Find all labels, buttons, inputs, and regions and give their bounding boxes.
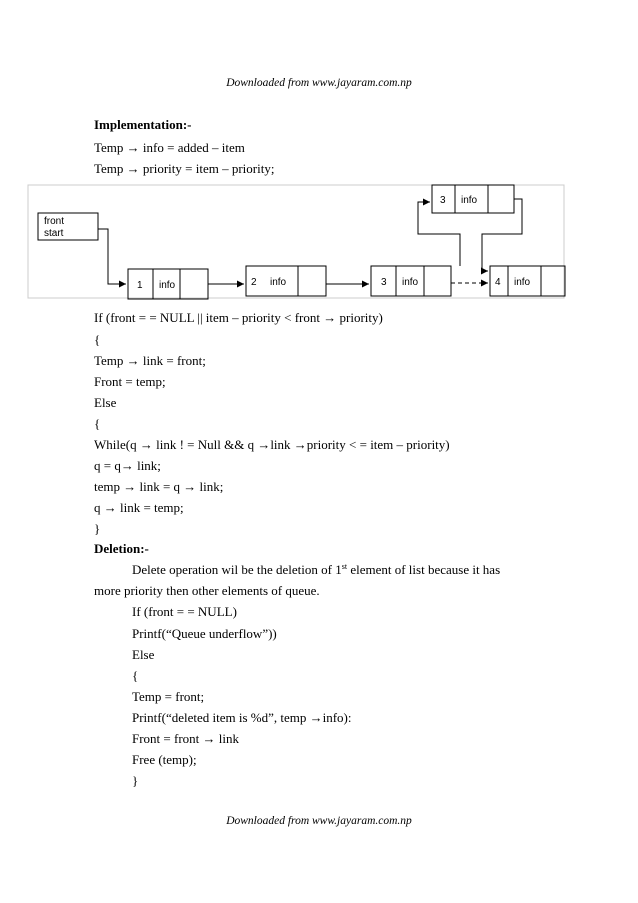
deletion-heading: Deletion:- (94, 541, 149, 556)
code-line-3: Temp → link = front; (94, 353, 206, 368)
del-code-line-4: { (132, 668, 139, 683)
code-line-9: temp → link = q → link; (94, 479, 224, 494)
del-code-line-5: Temp = front; (132, 689, 205, 704)
node-1-num: 1 (137, 280, 143, 291)
code-line-1: If (front = = NULL || item – priority < front → priority) (94, 310, 383, 325)
del-code-line-3: Else (132, 647, 155, 662)
node-4-num: 4 (495, 277, 501, 288)
code-line-5: Else (94, 395, 117, 410)
del-code-line-6: Printf(“deleted item is %d”, temp →info): (132, 710, 352, 725)
code-line-4: Front = temp; (94, 374, 166, 389)
node-1-info: info (159, 280, 176, 291)
code-line-7: While(q → link ! = Null && q →link →priority < = item – priority) (94, 437, 450, 452)
deletion-paragraph-line-2: more priority then other elements of queue. (94, 583, 320, 598)
del-code-line-8: Free (temp); (132, 752, 197, 767)
code-line-8: q = q→ link; (94, 458, 161, 473)
del-code-line-2: Printf(“Queue underflow”)) (132, 626, 277, 641)
deletion-paragraph-line-1: Delete operation wil be the deletion of 1st element of list because it has (132, 562, 501, 577)
arrow-front-to-node1 (98, 229, 126, 284)
page-header: Downloaded from www.jayaram.com.np (226, 77, 412, 89)
node-4-info: info (514, 277, 531, 288)
arrow-node3-to-new (418, 202, 460, 266)
impl-line-1: Temp → info = added – item (94, 140, 245, 155)
node-2-num: 2 (251, 277, 257, 288)
code-line-6: { (94, 416, 101, 431)
node-3-num: 3 (381, 277, 387, 288)
code-line-2: { (94, 332, 101, 347)
impl-line-2: Temp → priority = item – priority; (94, 161, 275, 176)
node-2-info: info (270, 277, 287, 288)
del-code-line-9: } (132, 773, 139, 788)
del-code-line-7: Front = front → link (132, 731, 239, 746)
front-label: front (44, 216, 65, 227)
implementation-heading: Implementation:- (94, 117, 192, 132)
code-line-10: q → link = temp; (94, 500, 184, 515)
start-label: start (44, 228, 64, 239)
node-3-info: info (402, 277, 419, 288)
del-code-line-1: If (front = = NULL) (132, 604, 237, 619)
node-new-num: 3 (440, 195, 446, 206)
code-line-11: } (94, 521, 101, 536)
priority-queue-diagram (0, 184, 638, 302)
node-new-info: info (461, 195, 478, 206)
page-footer: Downloaded from www.jayaram.com.np (226, 815, 412, 827)
